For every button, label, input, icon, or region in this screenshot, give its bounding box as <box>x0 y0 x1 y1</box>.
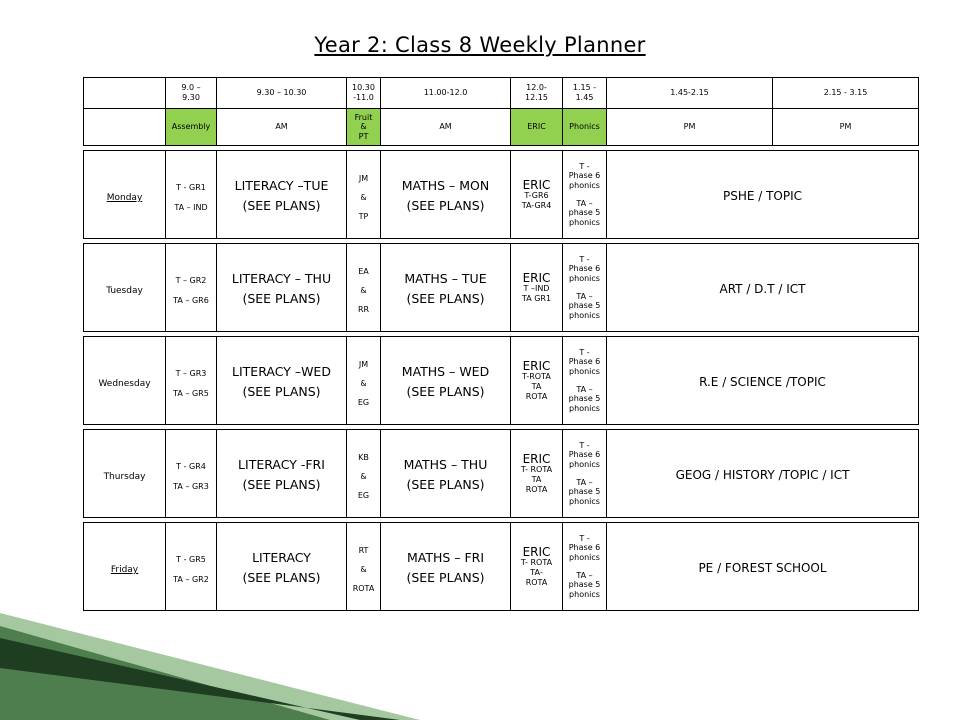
day-row-thursday <box>84 430 919 518</box>
session-label: PM <box>683 122 696 132</box>
pm-text: R.E / SCIENCE /TOPIC <box>699 374 826 389</box>
time-slot-label: 1.15 - 1.45 <box>572 83 597 102</box>
pm-cell <box>607 430 919 518</box>
session-label: Assembly <box>171 122 211 132</box>
session-cell <box>511 109 563 146</box>
day-row-monday <box>84 151 919 239</box>
group-cell <box>166 337 217 425</box>
green-corner-decoration <box>0 598 420 720</box>
staff-text: KB & EG <box>357 452 370 501</box>
day-label: Monday <box>106 192 143 203</box>
staff-text: EA & RR <box>357 266 370 315</box>
eric-cell <box>511 523 563 611</box>
phonics-ta: TA – phase 5 phonics <box>568 384 601 413</box>
pm-cell <box>607 337 919 425</box>
staff-cell <box>347 151 381 239</box>
maths-cell <box>381 430 511 518</box>
eric-detail: T- ROTA TA- ROTA <box>520 558 553 587</box>
group-assignment: T - GR4 TA – GR3 <box>173 462 209 491</box>
day-cell <box>84 244 166 332</box>
phonics-teacher: T - Phase 6 phonics <box>568 533 601 562</box>
session-label: Phonics <box>569 122 600 132</box>
group-cell <box>166 151 217 239</box>
phonics-ta: TA – phase 5 phonics <box>568 291 601 320</box>
phonics-teacher: T - Phase 6 phonics <box>568 347 601 376</box>
staff-text: JM & EG <box>357 359 370 408</box>
maths-cell <box>381 151 511 239</box>
group-assignment: T – GR3 TA – GR5 <box>173 369 209 398</box>
maths-cell <box>381 337 511 425</box>
group-assignment: T - GR1 TA – IND <box>174 183 208 212</box>
pm-text: ART / D.T / ICT <box>719 281 806 296</box>
eric-cell <box>511 337 563 425</box>
eric-label: ERIC <box>522 451 551 466</box>
group-assignment: T – GR2 TA – GR6 <box>173 276 209 305</box>
session-cell <box>607 109 773 146</box>
time-slot-cell <box>773 78 919 109</box>
eric-label: ERIC <box>522 177 551 192</box>
staff-text: RT & ROTA <box>352 545 375 594</box>
literacy-cell <box>217 337 347 425</box>
eric-detail: T- ROTA TA ROTA <box>520 465 553 494</box>
eric-detail: T –IND TA GR1 <box>521 284 552 303</box>
group-assignment: T - GR5 TA – GR2 <box>173 555 209 584</box>
group-cell <box>166 430 217 518</box>
time-slot-cell <box>347 78 381 109</box>
pm-cell <box>607 523 919 611</box>
time-header-row <box>84 78 919 109</box>
eric-cell <box>511 430 563 518</box>
corner-cell <box>84 78 166 109</box>
phonics-cell <box>563 523 607 611</box>
phonics-cell <box>563 151 607 239</box>
day-row-tuesday <box>84 244 919 332</box>
staff-cell <box>347 337 381 425</box>
session-cell <box>347 109 381 146</box>
time-slot-label: 11.00-12.0 <box>423 88 468 98</box>
day-label: Tuesday <box>106 285 143 296</box>
eric-detail: T-GR6 TA-GR4 <box>521 191 552 210</box>
maths-text: MATHS – THU (SEE PLANS) <box>403 457 488 492</box>
session-label: AM <box>439 122 452 132</box>
eric-label: ERIC <box>522 358 551 373</box>
session-cell <box>166 109 217 146</box>
session-label: ERIC <box>527 122 546 132</box>
phonics-cell <box>563 337 607 425</box>
weekly-planner-table <box>83 77 919 611</box>
session-header-row <box>84 109 919 146</box>
eric-cell <box>511 151 563 239</box>
pm-text: PSHE / TOPIC <box>722 188 803 203</box>
session-cell <box>217 109 347 146</box>
phonics-ta: TA – phase 5 phonics <box>568 477 601 506</box>
time-slot-label: 9.0 – 9.30 <box>181 83 201 102</box>
maths-text: MATHS – MON (SEE PLANS) <box>401 178 490 213</box>
day-cell <box>84 151 166 239</box>
maths-text: MATHS – WED (SEE PLANS) <box>401 364 490 399</box>
time-slot-label: 1.45-2.15 <box>670 88 709 98</box>
group-cell <box>166 244 217 332</box>
day-label: Friday <box>110 564 139 575</box>
session-cell <box>563 109 607 146</box>
session-cell <box>381 109 511 146</box>
session-label: PM <box>839 122 852 132</box>
day-cell <box>84 430 166 518</box>
literacy-cell <box>217 430 347 518</box>
time-slot-cell <box>166 78 217 109</box>
session-label: Fruit & PT <box>354 112 373 141</box>
corner-cell <box>84 109 166 146</box>
phonics-ta: TA – phase 5 phonics <box>568 570 601 599</box>
phonics-cell <box>563 244 607 332</box>
literacy-text: LITERACY –TUE (SEE PLANS) <box>234 178 329 213</box>
time-slot-label: 12.0- 12.15 <box>525 83 548 102</box>
maths-text: MATHS – TUE (SEE PLANS) <box>404 271 487 306</box>
phonics-teacher: T - Phase 6 phonics <box>568 440 601 469</box>
phonics-cell <box>563 430 607 518</box>
time-slot-label: 10.30 -11.0 <box>352 83 375 102</box>
eric-detail: T-ROTA TA ROTA <box>522 372 551 401</box>
day-row-wednesday <box>84 337 919 425</box>
time-slot-cell <box>381 78 511 109</box>
literacy-text: LITERACY –WED (SEE PLANS) <box>232 364 331 399</box>
pm-cell <box>607 244 919 332</box>
day-cell <box>84 337 166 425</box>
maths-text: MATHS – FRI (SEE PLANS) <box>406 550 485 585</box>
maths-cell <box>381 244 511 332</box>
literacy-cell <box>217 151 347 239</box>
session-cell <box>773 109 919 146</box>
time-slot-cell <box>217 78 347 109</box>
page-title: Year 2: Class 8 Weekly Planner <box>314 33 646 57</box>
time-slot-label: 2.15 - 3.15 <box>823 88 868 98</box>
literacy-text: LITERACY – THU (SEE PLANS) <box>231 271 332 306</box>
time-slot-cell <box>607 78 773 109</box>
staff-text: JM & TP <box>358 173 369 222</box>
session-label: AM <box>275 122 288 132</box>
day-label: Wednesday <box>98 378 151 389</box>
literacy-cell <box>217 244 347 332</box>
pm-text: GEOG / HISTORY /TOPIC / ICT <box>675 467 850 482</box>
literacy-text: LITERACY -FRI (SEE PLANS) <box>238 457 325 492</box>
staff-cell <box>347 430 381 518</box>
literacy-text: LITERACY (SEE PLANS) <box>242 550 321 585</box>
day-label: Thursday <box>103 471 146 482</box>
eric-label: ERIC <box>522 270 551 285</box>
pm-cell <box>607 151 919 239</box>
phonics-ta: TA – phase 5 phonics <box>568 198 601 227</box>
eric-label: ERIC <box>522 544 551 559</box>
pm-text: PE / FOREST SCHOOL <box>698 560 827 575</box>
time-slot-label: 9.30 – 10.30 <box>256 88 307 98</box>
time-slot-cell <box>511 78 563 109</box>
phonics-teacher: T - Phase 6 phonics <box>568 161 601 190</box>
phonics-teacher: T - Phase 6 phonics <box>568 254 601 283</box>
time-slot-cell <box>563 78 607 109</box>
eric-cell <box>511 244 563 332</box>
staff-cell <box>347 244 381 332</box>
